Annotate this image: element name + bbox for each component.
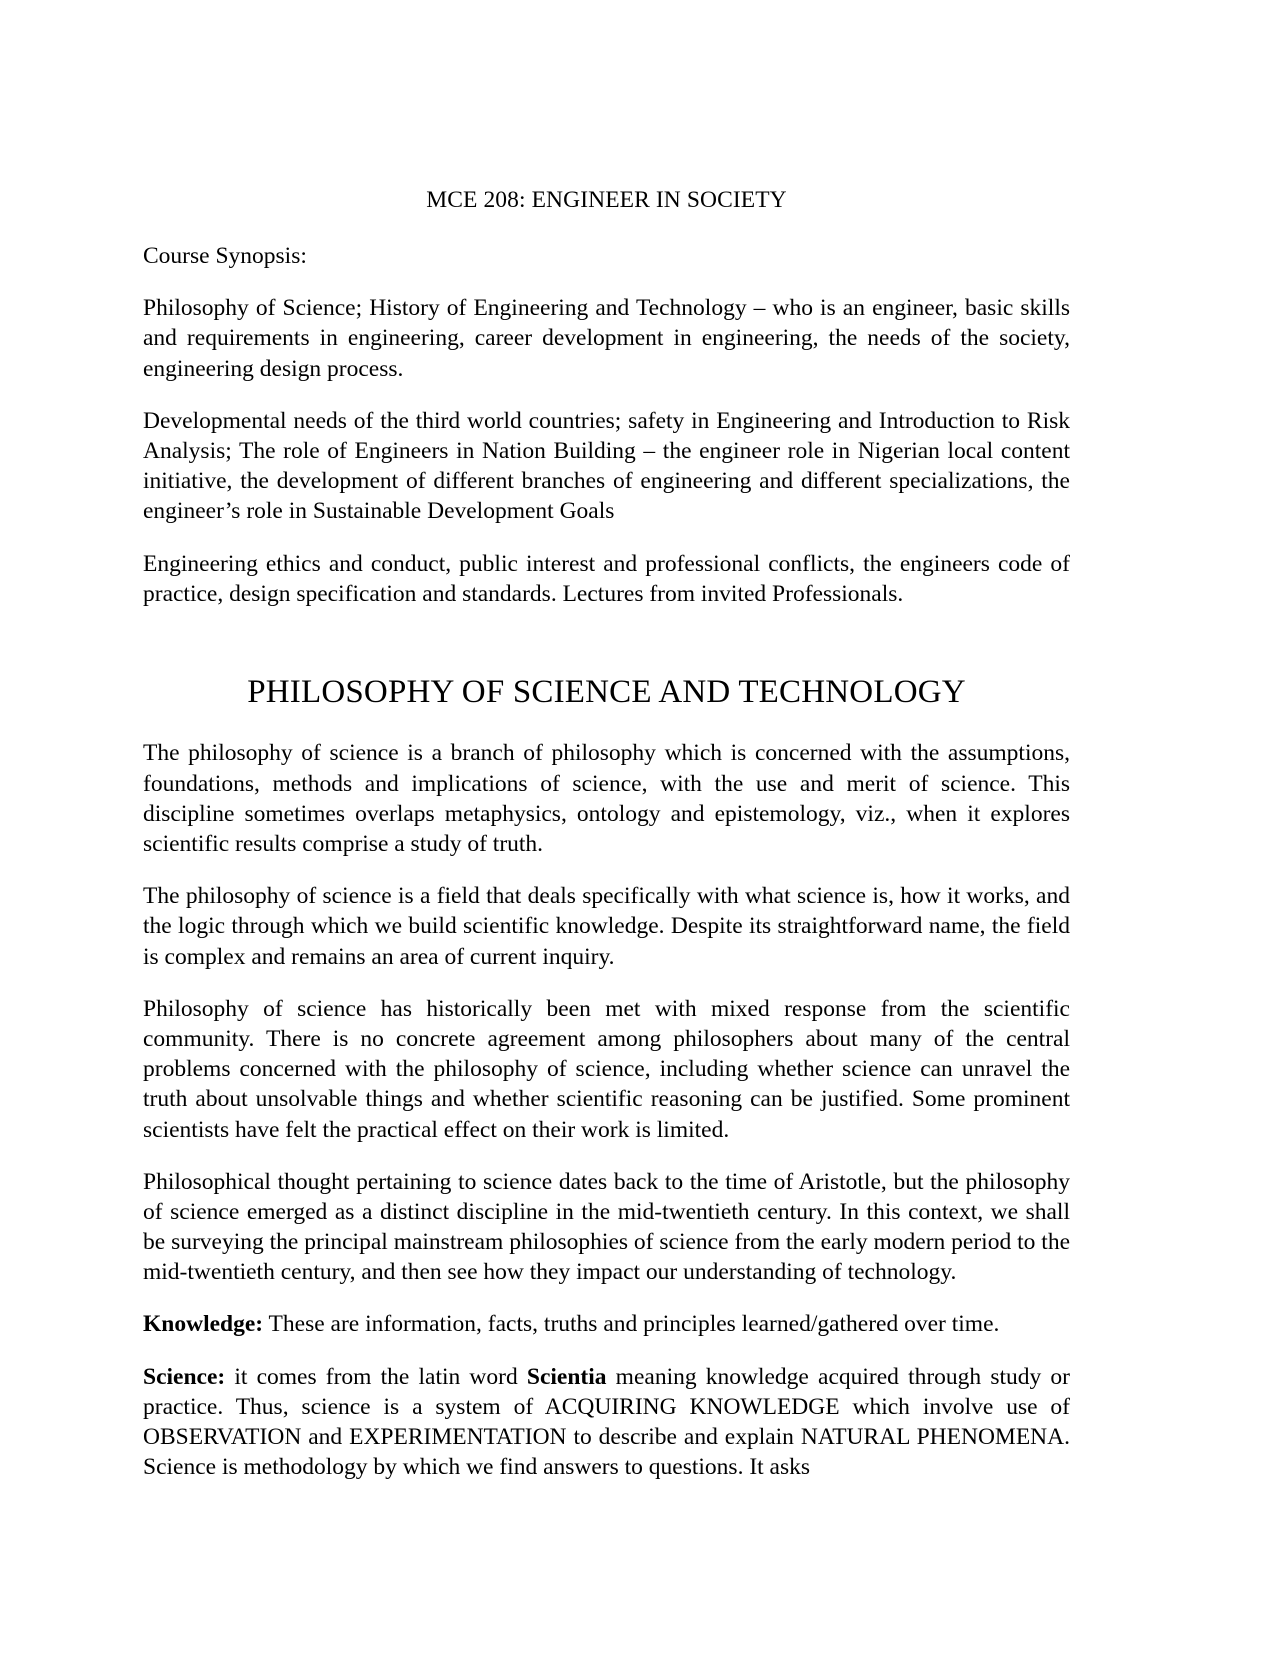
section-heading: PHILOSOPHY OF SCIENCE AND TECHNOLOGY [247,673,966,710]
definition-term-knowledge: Knowledge: [143,1311,264,1338]
definition-term-science: Science: [143,1363,226,1390]
definition-body-science-after: meaning knowledge acquired through study or practice. Thus, science is a system of ACQUIRING KNOWLEDGE which involve use of OBSERVATION and EXPERIMENTATION to describe and explain NATURAL PHENOMENA. Science is methodology by which we find answers to questions. It asks [143,1363,1070,1481]
section-paragraph-1: The philosophy of science is a branch of philosophy which is concerned with the assumptions, foundations, methods and implications of science, with the use and merit of science. This discipline sometimes overlaps metaphysics, ontology and epistemology, viz., when it explores scientific results comprise a study of truth. [143,740,1070,858]
synopsis-paragraph-2: Developmental needs of the third world countries; safety in Engineering and Introduction to Risk Analysis; The role of Engineers in Nation Building – the engineer role in Nigerian local content initiative, the development of different branches of engineering and different specializations, the engineer’s role in Sustainable Development Goals [143,407,1070,525]
section-paragraph-2: The philosophy of science is a field that deals specifically with what science is, how it works, and the logic through which we build scientific knowledge. Despite its straightforward name, the field is complex and remains an area of current inquiry. [143,883,1070,970]
document-content [143,186,1070,1482]
section-paragraph-4: Philosophical thought pertaining to science dates back to the time of Aristotle, but the philosophy of science emerged as a distinct discipline in the mid-twentieth century. In this context, we shall be surveying the principal mainstream philosophies of science from the early modern period to the mid-twentieth century, and then see how they impact our understanding of technology. [143,1168,1070,1286]
synopsis-paragraph-1: Philosophy of Science; History of Engineering and Technology – who is an engineer, basic skills and requirements in engineering, career development in engineering, the needs of the society, engineering design process. [143,295,1070,382]
definition-science [143,1362,1070,1483]
document-title: MCE 208: ENGINEER IN SOCIETY [426,187,787,213]
definition-emphasis-scientia: Scientia [526,1363,607,1390]
definition-knowledge [143,1309,1070,1339]
course-synopsis-label: Course Synopsis: [143,242,307,269]
section-paragraph-3: Philosophy of science has historically been met with mixed response from the scientific community. There is no concrete agreement among philosophers about many of the central problems concerned with the philosophy of science, including whether science can unravel the truth about unsolvable things and whether scientific reasoning can be justified. Some prominent scientists have felt the practical effect on their work is limited. [143,995,1070,1143]
definition-body-knowledge: These are information, facts, truths and principles learned/gathered over time. [263,1311,1000,1338]
synopsis-paragraph-3: Engineering ethics and conduct, public interest and professional conflicts, the engineers code of practice, design specification and standards. Lectures from invited Professionals. [143,550,1070,607]
definition-body-science-before: it comes from the latin word [225,1363,527,1390]
